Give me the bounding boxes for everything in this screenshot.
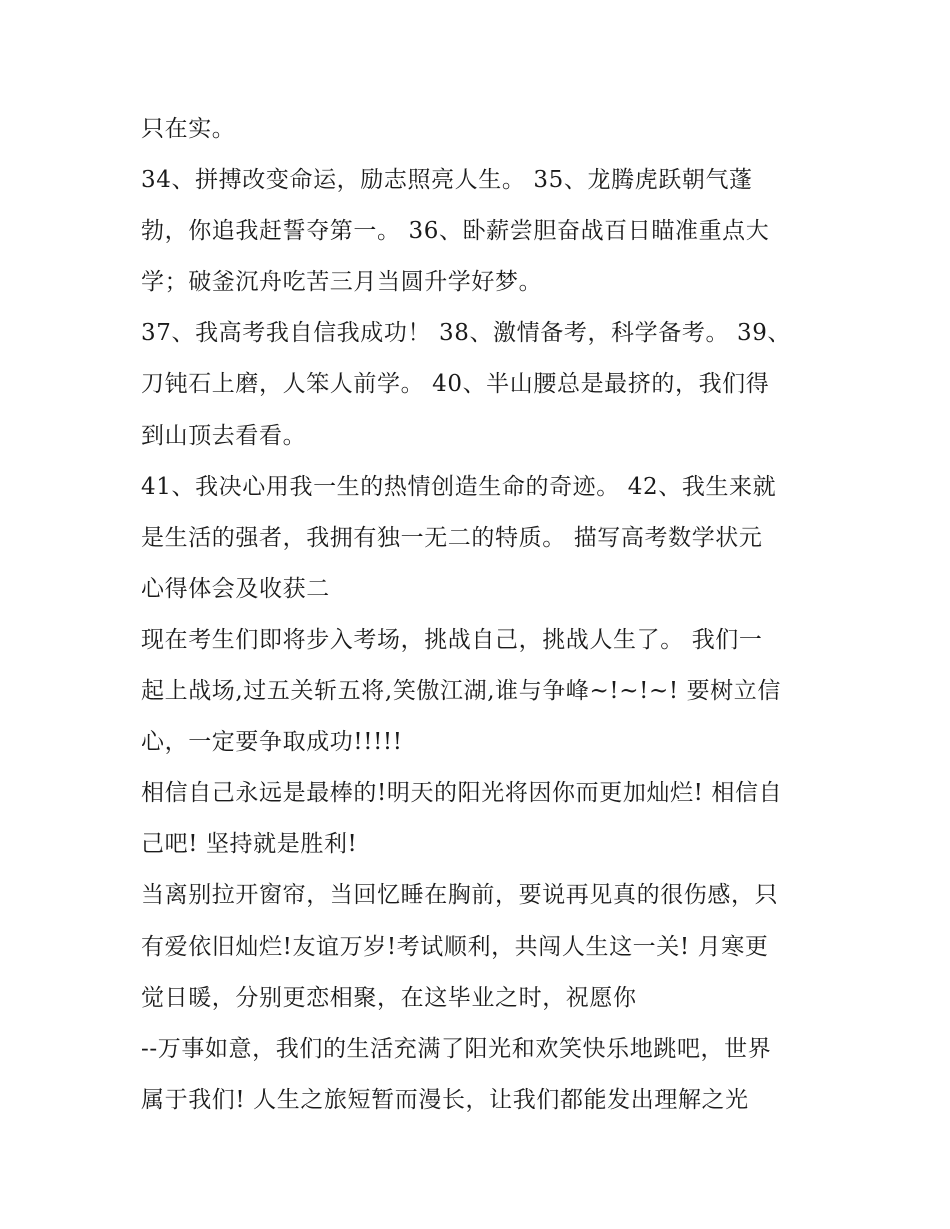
text-line: 41、我决心用我一生的热情创造生命的奇迹。 42、我生来就 bbox=[141, 473, 777, 500]
text-line: 刀钝石上磨，人笨人前学。 40、半山腰总是最挤的，我们得 bbox=[141, 371, 770, 398]
text-line: 己吧! 坚持就是胜利! bbox=[141, 831, 358, 858]
text-line: 是生活的强者，我拥有独一无二的特质。 描写高考数学状元 bbox=[141, 524, 763, 551]
text-line: 属于我们! 人生之旅短暂而漫长，让我们都能发出理解之光 bbox=[141, 1086, 749, 1113]
text-line: 勃，你追我赶誓夺第一。 36、卧薪尝胆奋战百日瞄准重点大 bbox=[141, 218, 770, 245]
text-line: 到山顶去看看。 bbox=[141, 422, 307, 449]
text-line: 37、我高考我自信我成功！ 38、激情备考，科学备考。 39、 bbox=[141, 320, 792, 347]
text-line: 现在考生们即将步入考场，挑战自己，挑战人生了。 我们一 bbox=[141, 626, 763, 653]
text-line: --万事如意，我们的生活充满了阳光和欢笑快乐地跳吧，世界 bbox=[141, 1035, 772, 1062]
text-line: 相信自己永远是最棒的!明天的阳光将因你而更加灿烂! 相信自 bbox=[141, 780, 783, 807]
text-line: 学；破釜沉舟吃苦三月当圆升学好梦。 bbox=[141, 269, 543, 296]
document-body bbox=[141, 104, 841, 1126]
text-line: 有爱依旧灿烂!友谊万岁!考试顺利，共闯人生这一关! 月寒更 bbox=[141, 933, 769, 960]
text-line: 当离别拉开窗帘，当回忆睡在胸前，要说再见真的很伤感，只 bbox=[141, 882, 779, 909]
text-line: 只在实。 bbox=[141, 116, 236, 142]
text-line: 34、拼搏改变命运，励志照亮人生。 35、龙腾虎跃朝气蓬 bbox=[141, 167, 753, 194]
text-line: 心得体会及收获二 bbox=[141, 575, 330, 602]
text-line: 心，一定要争取成功!!!!! bbox=[141, 729, 403, 756]
text-line: 起上战场,过五关斩五将,笑傲江湖,谁与争峰~!~!~! 要树立信 bbox=[141, 678, 781, 705]
text-line: 觉日暖，分别更恋相聚，在这毕业之时，祝愿你 bbox=[141, 984, 637, 1011]
